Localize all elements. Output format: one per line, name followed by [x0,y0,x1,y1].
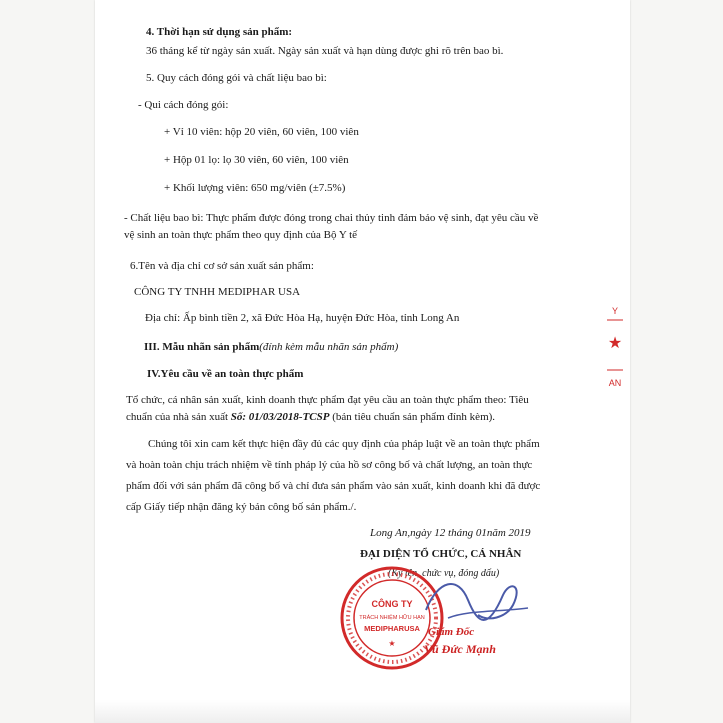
place-date: Long An,ngày 12 tháng 01năm 2019 [370,527,531,539]
packing-item: + Hộp 01 lọ: lọ 30 viên, 60 viên, 100 viên [164,154,349,166]
section-5-heading: 5. Quy cách đóng gói và chất liệu bao bì: [146,72,327,84]
paragraph-line: phẩm đối với sản phẩm đã công bố và chỉ đưa sản phẩm vào sản xuất, kinh doanh khi đã được [126,480,541,492]
section-4-heading: 4. Thời hạn sử dụng sản phẩm: [146,26,293,38]
section-iv-heading: IV.Yêu cầu về an toàn thực phẩm [147,368,304,380]
star-icon: ★ [388,639,396,648]
signatory-position: Giám Đốc [428,626,475,638]
company-name: CÔNG TY TNHH MEDIPHAR USA [134,286,301,298]
signatory-title: ĐẠI DIỆN TỔ CHỨC, CÁ NHÂN [360,548,522,560]
edge-letters-icon: AN [608,378,622,388]
stamp-line-3: MEDIPHARUSA [364,624,420,633]
section-iii-note: (đính kèm mẫu nhãn sản phẩm) [259,341,399,353]
edge-star-icon: ★ [607,335,623,352]
material-line-2: vệ sinh an toàn thực phẩm theo quy định của Bộ Y tế [124,229,358,241]
standard-note: (bản tiêu chuẩn sản phẩm đính kèm). [329,411,496,423]
stamp-line-2: TRÁCH NHIỆM HỮU HẠN [359,615,425,621]
signatory-name: Vũ Đức Mạnh [424,642,496,656]
paragraph-line: cấp Giấy tiếp nhận đăng ký bản công bố sản phẩm./. [126,501,357,513]
section-iii [144,340,398,354]
edge-letter-icon: Y [611,306,619,316]
company-address: Địa chỉ: Ấp bình tiền 2, xã Đức Hòa Hạ, huyện Đức Hòa, tỉnh Long An [145,312,460,324]
paragraph-line: Tổ chức, cá nhân sản xuất, kinh doanh thực phẩm đạt yêu cầu an toàn thực phẩm theo: Tiêu [126,394,529,406]
packing-item: + Vỉ 10 viên: hộp 20 viên, 60 viên, 100 viên [164,126,359,138]
edge-stamp-fragment [603,300,627,400]
packing-item: + Khối lượng viên: 650 mg/viên (±7.5%) [164,182,346,194]
section-4-text: 36 tháng kể từ ngày sản xuất. Ngày sản xuất và hạn dùng được ghi rõ trên bao bì. [146,45,504,57]
paragraph-line: và hoàn toàn chịu trách nhiệm về tính pháp lý của hồ sơ công bố và chất lượng, an toàn thực [126,459,533,471]
paragraph-line: Chúng tôi xin cam kết thực hiện đầy đủ các quy định của pháp luật về an toàn thực phẩm [148,438,540,450]
standard-text: chuẩn của nhà sản xuất [126,411,231,423]
sign-instruction: (Ký tên, chức vụ, đóng dấu) [388,568,500,579]
signature-underline [448,608,528,618]
standard-number: Số: 01/03/2018-TCSP [230,411,330,423]
section-6-heading: 6.Tên và địa chỉ cơ sở sản xuất sản phẩm: [130,260,314,272]
paragraph-line [126,410,495,424]
stamp-line-1: CÔNG TY [371,599,413,609]
section-iii-heading: III. Mẫu nhãn sản phẩm [144,341,260,353]
signature-stroke [426,584,517,620]
page-bottom-edge [95,700,630,723]
material-line-1: - Chất liệu bao bì: Thực phẩm được đóng trong chai thủy tinh đảm bảo vệ sinh, đạt yêu cầu về [124,212,539,224]
packing-label: - Qui cách đóng gói: [138,99,229,111]
